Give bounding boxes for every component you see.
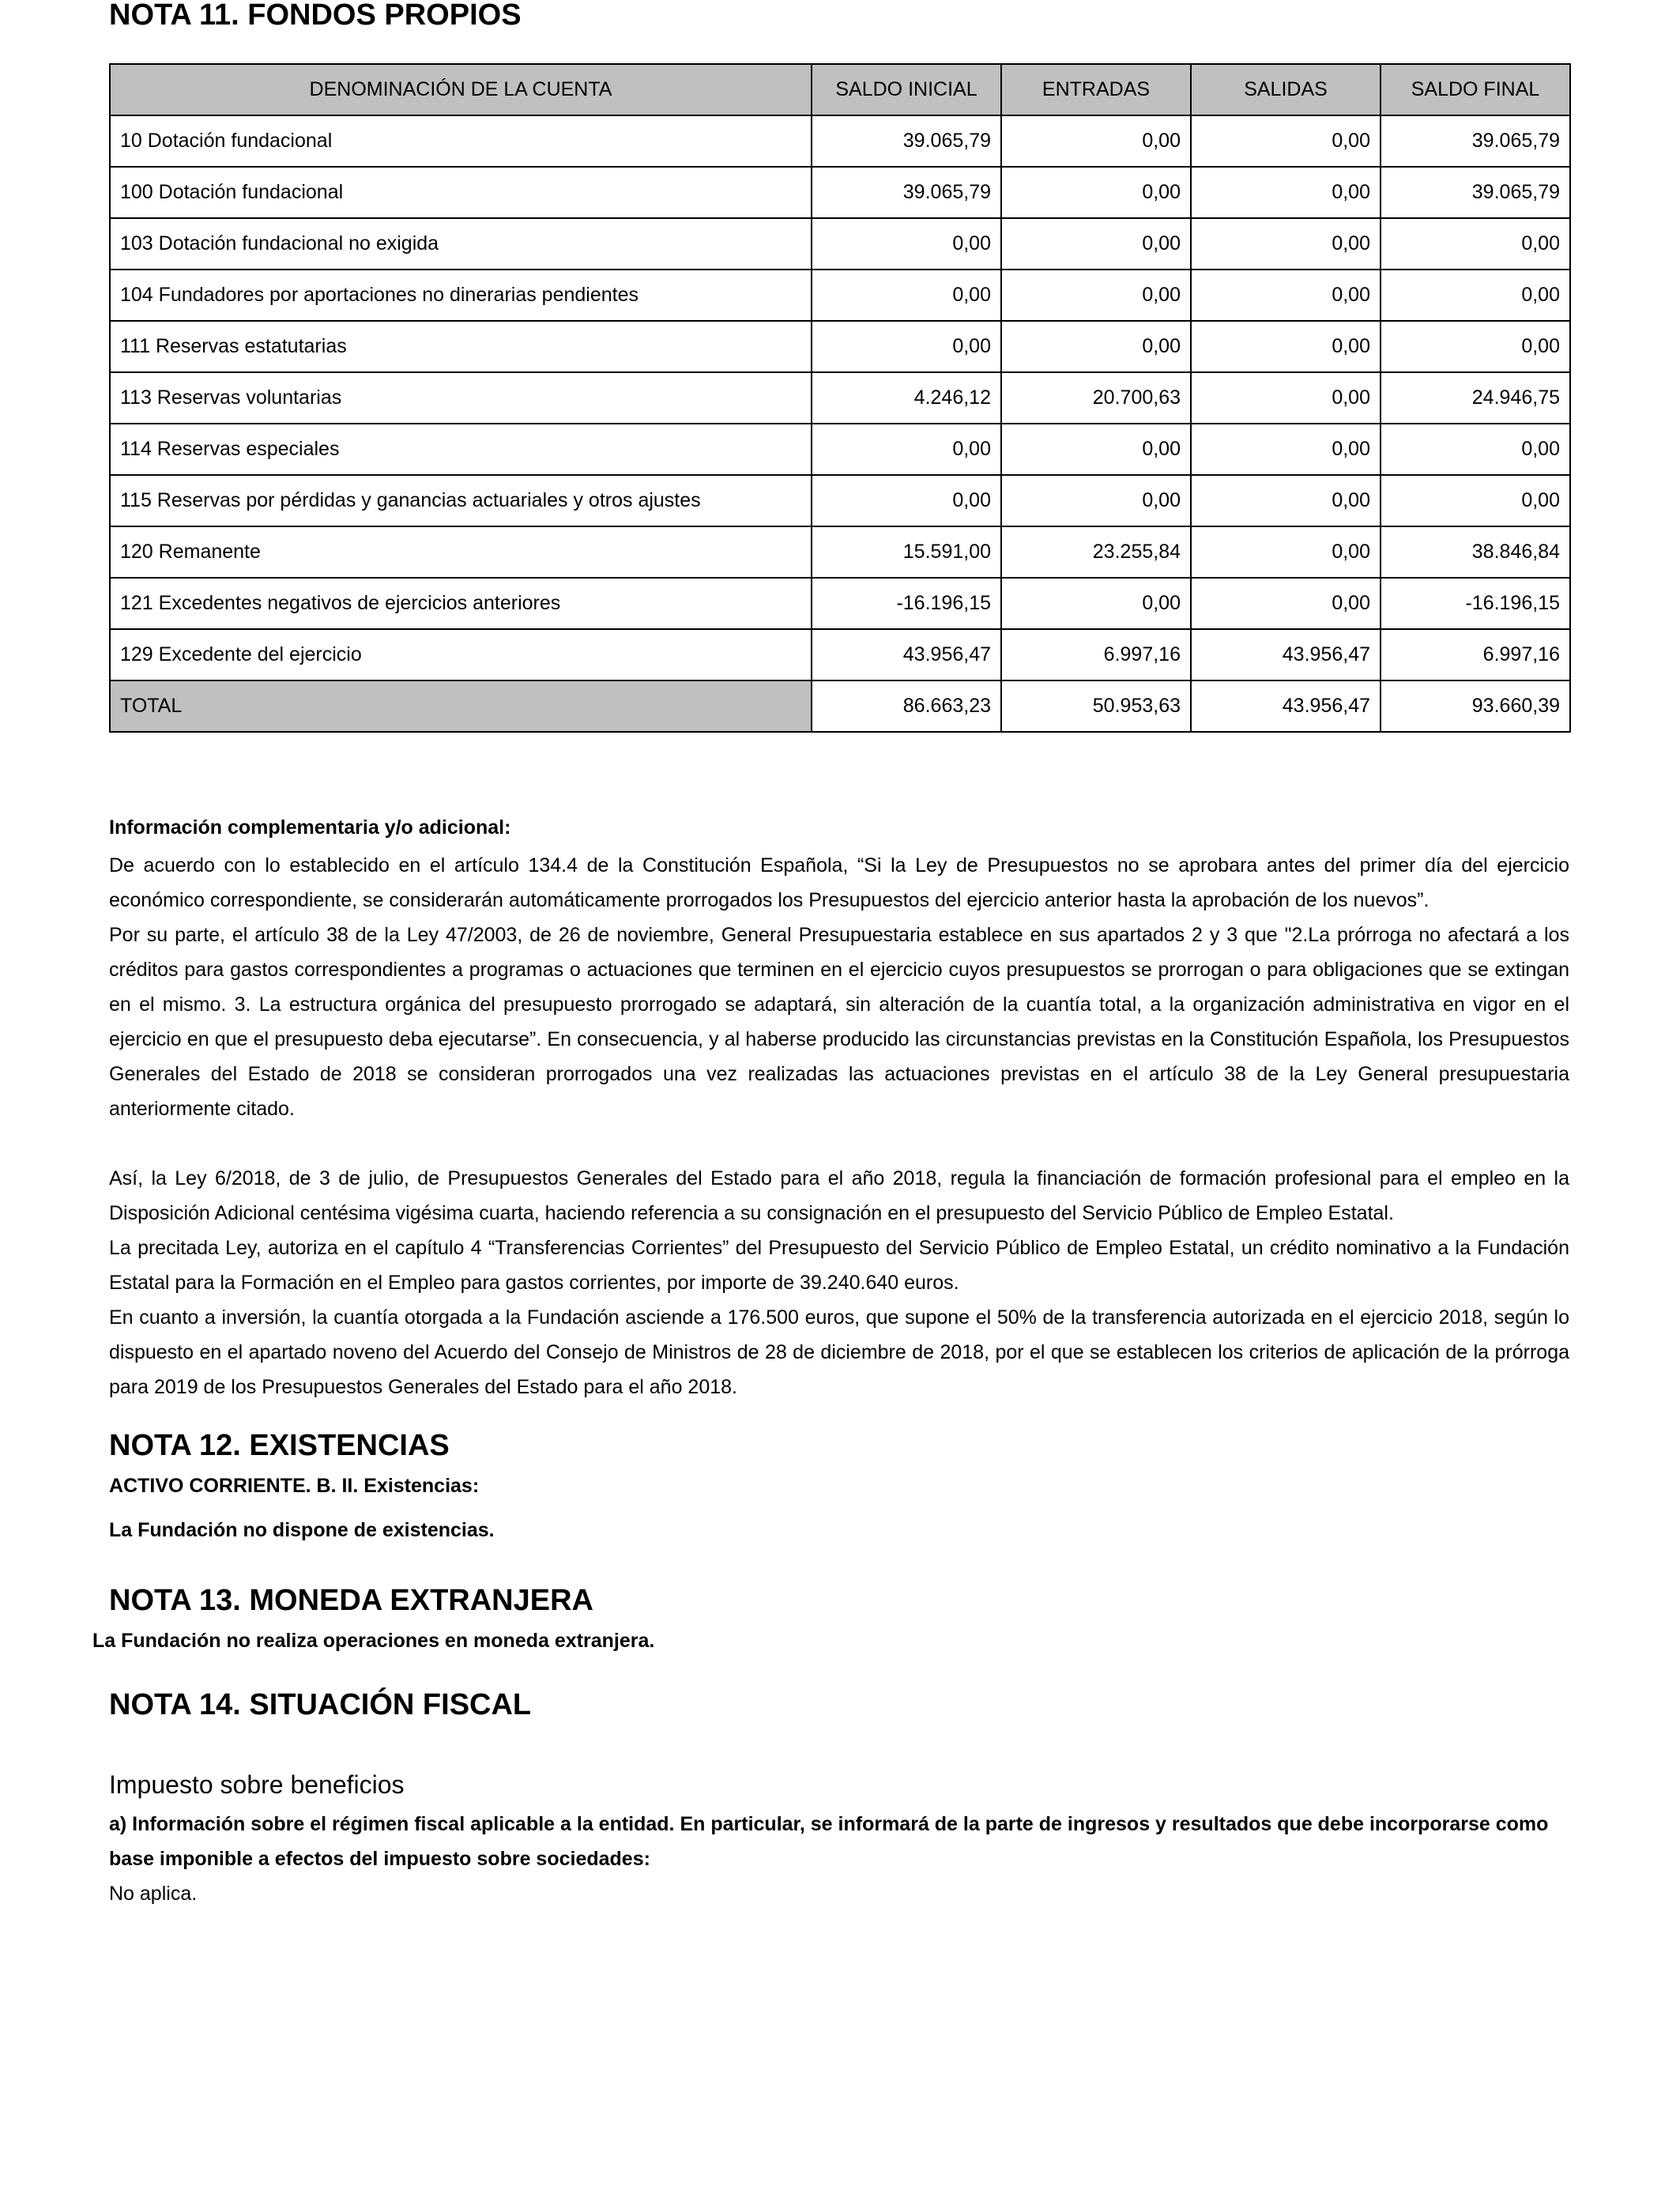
amount-cell: 0,00 <box>812 424 1001 475</box>
nota-14-item-a-line2: base imponible a efectos del impuesto sobre sociedades: <box>109 1848 650 1870</box>
amount-cell: 39.065,79 <box>812 167 1001 218</box>
amount-cell: 0,00 <box>1191 526 1381 578</box>
account-name-cell: 10 Dotación fundacional <box>110 115 812 167</box>
amount-cell: 0,00 <box>812 475 1001 526</box>
table-row <box>110 167 1570 218</box>
amount-cell: -16.196,15 <box>1381 578 1570 629</box>
nota-14-item-a-line1: a) Información sobre el régimen fiscal aplicable a la entidad. En particular, se informará de la parte de ingresos y resultados que debe incorporarse como <box>109 1813 1549 1835</box>
account-name-cell: 114 Reservas especiales <box>110 424 812 475</box>
table-row <box>110 218 1570 270</box>
amount-cell: 0,00 <box>1001 475 1191 526</box>
account-name-cell: 121 Excedentes negativos de ejercicios anteriores <box>110 578 812 629</box>
header-cell: DENOMINACIÓN DE LA CUENTA <box>110 64 812 115</box>
amount-cell: 0,00 <box>1191 475 1381 526</box>
amount-cell: 6.997,16 <box>1381 629 1570 680</box>
nota-12-title: NOTA 12. EXISTENCIAS <box>109 1429 450 1462</box>
amount-cell: 0,00 <box>1001 218 1191 270</box>
table-row <box>110 115 1570 167</box>
amount-cell: 20.700,63 <box>1001 372 1191 424</box>
amount-cell: 0,00 <box>1381 218 1570 270</box>
table-row <box>110 424 1570 475</box>
account-name-cell: 100 Dotación fundacional <box>110 167 812 218</box>
header-cell: SALDO INICIAL <box>812 64 1001 115</box>
amount-cell: 38.846,84 <box>1381 526 1570 578</box>
total-cell: 43.956,47 <box>1191 680 1381 732</box>
table-row <box>110 578 1570 629</box>
nota-11-title: NOTA 11. FONDOS PROPIOS <box>109 0 522 32</box>
nota-12-text: La Fundación no dispone de existencias. <box>109 1519 495 1541</box>
header-cell: ENTRADAS <box>1001 64 1191 115</box>
info-heading: Información complementaria y/o adicional: <box>109 816 511 839</box>
paragraph-2: Por su parte, el artículo 38 de la Ley 47/2003, de 26 de noviembre, General Presupuestaria establece en sus apartados 2 y 3 que "2.La prórroga no afectará a los créditos para gastos correspondientes a programas o actuaciones que terminen en el ejercicio cuyos presupuestos se prorrogan o para obligaciones que se extingan en el mismo. 3. La estructura orgánica del presupuesto prorrogado se adaptará, sin alteración de la cuantía total, a la organización administrativa en vigor en el ejercicio en que el presupuesto deba ejecutarse”. En consecuencia, y al haberse producido las circunstancias previstas en la Constitución Española, los Presupuestos Generales del Estado de 2018 se consideran prorrogados una vez realizadas las actuaciones previstas en el artículo 38 de la Ley General presupuestaria anteriormente citado. <box>109 924 1569 1120</box>
account-name-cell: 103 Dotación fundacional no exigida <box>110 218 812 270</box>
amount-cell: 23.255,84 <box>1001 526 1191 578</box>
amount-cell: 0,00 <box>812 218 1001 270</box>
amount-cell: 0,00 <box>1001 270 1191 321</box>
amount-cell: 4.246,12 <box>812 372 1001 424</box>
amount-cell: 0,00 <box>1191 578 1381 629</box>
account-name-cell: 104 Fundadores por aportaciones no dinerarias pendientes <box>110 270 812 321</box>
amount-cell: 0,00 <box>1191 270 1381 321</box>
amount-cell: 0,00 <box>1001 321 1191 372</box>
amount-cell: 0,00 <box>1381 475 1570 526</box>
amount-cell: 39.065,79 <box>1381 115 1570 167</box>
paragraph-5: En cuanto a inversión, la cuantía otorgada a la Fundación asciende a 176.500 euros, que supone el 50% de la transferencia autorizada en el ejercicio 2018, según lo dispuesto en el apartado noveno del Acuerdo del Consejo de Ministros de 28 de diciembre de 2018, por el que se establecen los criterios de aplicación de la prórroga para 2019 de los Presupuestos Generales del Estado para el año 2018. <box>109 1306 1569 1398</box>
amount-cell: 24.946,75 <box>1381 372 1570 424</box>
amount-cell: 0,00 <box>812 321 1001 372</box>
total-label: TOTAL <box>110 680 812 732</box>
paragraph-1: De acuerdo con lo establecido en el artículo 134.4 de la Constitución Española, “Si la Ley de Presupuestos no se aprobara antes del primer día del ejercicio económico correspondiente, se considerarán automáticamente prorrogados los Presupuestos del ejercicio anterior hasta la aprobación de los nuevos”. <box>109 854 1569 911</box>
nota-13-title: NOTA 13. MONEDA EXTRANJERA <box>109 1584 593 1617</box>
account-name-cell: 115 Reservas por pérdidas y ganancias actuariales y otros ajustes <box>110 475 812 526</box>
amount-cell: 15.591,00 <box>812 526 1001 578</box>
table-row <box>110 372 1570 424</box>
amount-cell: 39.065,79 <box>1381 167 1570 218</box>
amount-cell: 0,00 <box>1191 424 1381 475</box>
paragraph-4: La precitada Ley, autoriza en el capítulo 4 “Transferencias Corrientes” del Presupuesto del Servicio Público de Empleo Estatal, un crédito nominativo a la Fundación Estatal para la Formación en el Empleo para gastos corrientes, por importe de 39.240.640 euros. <box>109 1237 1569 1294</box>
amount-cell: 43.956,47 <box>812 629 1001 680</box>
amount-cell: 0,00 <box>1381 321 1570 372</box>
nota-12-subtitle: ACTIVO CORRIENTE. B. II. Existencias: <box>109 1475 480 1497</box>
amount-cell: 0,00 <box>812 270 1001 321</box>
header-cell: SALIDAS <box>1191 64 1381 115</box>
total-cell: 93.660,39 <box>1381 680 1570 732</box>
fondos-propios-table <box>109 63 1571 733</box>
nota-14-title: NOTA 14. SITUACIÓN FISCAL <box>109 1688 532 1721</box>
amount-cell: 0,00 <box>1001 578 1191 629</box>
amount-cell: 0,00 <box>1191 372 1381 424</box>
total-cell: 50.953,63 <box>1001 680 1191 732</box>
amount-cell: 0,00 <box>1191 115 1381 167</box>
amount-cell: 6.997,16 <box>1001 629 1191 680</box>
paragraph-3: Así, la Ley 6/2018, de 3 de julio, de Presupuestos Generales del Estado para el año 2018, regula la financiación de formación profesional para el empleo en la Disposición Adicional centésima vigésima cuarta, haciendo referencia a su consignación en el presupuesto del Servicio Público de Empleo Estatal. <box>109 1167 1569 1224</box>
amount-cell: 0,00 <box>1001 115 1191 167</box>
account-name-cell: 120 Remanente <box>110 526 812 578</box>
nota-14-subheading: Impuesto sobre beneficios <box>109 1770 405 1799</box>
account-name-cell: 111 Reservas estatutarias <box>110 321 812 372</box>
amount-cell: 0,00 <box>1191 218 1381 270</box>
table-row <box>110 270 1570 321</box>
nota-13-text: La Fundación no realiza operaciones en moneda extranjera. <box>92 1630 655 1652</box>
amount-cell: 0,00 <box>1381 424 1570 475</box>
amount-cell: -16.196,15 <box>812 578 1001 629</box>
account-name-cell: 129 Excedente del ejercicio <box>110 629 812 680</box>
table-header-row <box>110 64 1570 115</box>
header-cell: SALDO FINAL <box>1381 64 1570 115</box>
amount-cell: 0,00 <box>1001 167 1191 218</box>
table-total-row <box>110 680 1570 732</box>
amount-cell: 0,00 <box>1191 321 1381 372</box>
amount-cell: 0,00 <box>1191 167 1381 218</box>
table-row <box>110 526 1570 578</box>
amount-cell: 39.065,79 <box>812 115 1001 167</box>
table-row <box>110 475 1570 526</box>
total-cell: 86.663,23 <box>812 680 1001 732</box>
account-name-cell: 113 Reservas voluntarias <box>110 372 812 424</box>
amount-cell: 0,00 <box>1001 424 1191 475</box>
amount-cell: 0,00 <box>1381 270 1570 321</box>
table-body <box>110 115 1570 680</box>
nota-14-answer: No aplica. <box>109 1883 198 1905</box>
table-row <box>110 321 1570 372</box>
amount-cell: 43.956,47 <box>1191 629 1381 680</box>
table-row <box>110 629 1570 680</box>
